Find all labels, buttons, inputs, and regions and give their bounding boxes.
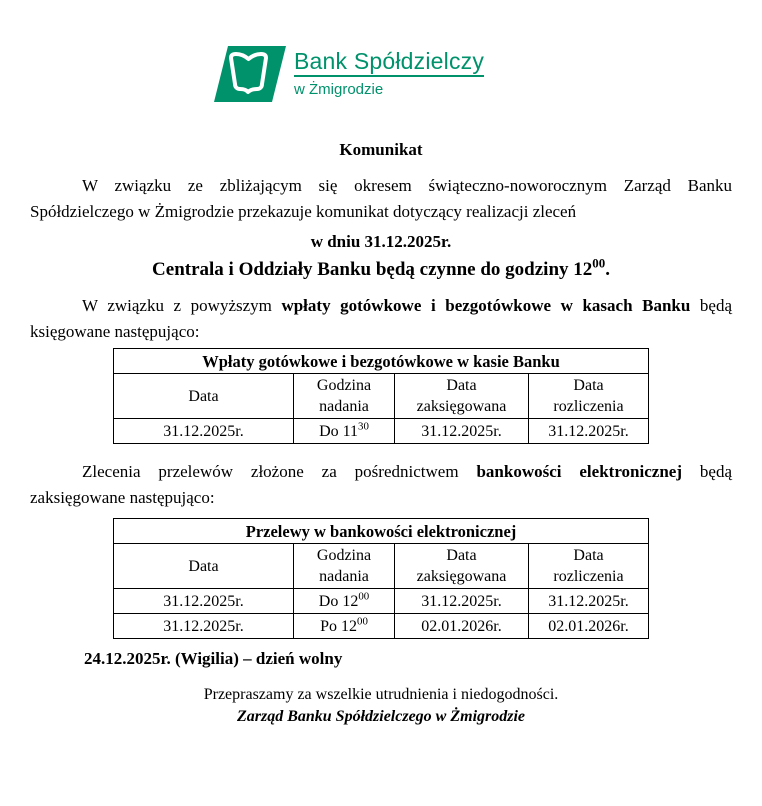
- cash-header-godzina-line2: nadania: [319, 398, 369, 415]
- cash-cell-godzina-text: Do 11: [319, 422, 359, 440]
- cash-header-zaksiegowana: [395, 374, 529, 419]
- cash-header-zaksiegowana-line1: Data: [446, 377, 477, 394]
- cash-header-godzina-line1: Godzina: [316, 377, 372, 394]
- opening-hours-superscript: 00: [592, 255, 606, 271]
- bank-branch: w Żmigrodzie: [294, 81, 384, 98]
- holiday-closing-note: 24.12.2025r. (Wigilia) – dzień wolny: [84, 649, 343, 668]
- bank-name: Bank Spółdzielczy: [294, 48, 484, 77]
- cash-header-data: Data: [114, 374, 294, 419]
- cash-cell-data: 31.12.2025r.: [114, 419, 294, 444]
- electronic-header-godzina-line1: Godzina: [316, 547, 372, 564]
- electronic-cell-zaksiegowana-r2: 02.01.2026r.: [395, 614, 529, 639]
- intro-paragraph: [30, 173, 732, 225]
- effective-date-line: w dniu 31.12.2025r.: [310, 232, 452, 251]
- cash-cell-zaksiegowana: 31.12.2025r.: [395, 419, 529, 444]
- electronic-cell-godzina-superscript-r1: 00: [358, 590, 370, 603]
- bank-logo-text: [294, 46, 484, 99]
- table-caption-row: [114, 519, 649, 544]
- electronic-header-zaksiegowana-line1: Data: [446, 547, 477, 564]
- opening-hours-line: [0, 255, 762, 282]
- electronic-header-zaksiegowana-line2: zaksięgowana: [416, 568, 507, 585]
- electronic-cell-rozliczenia-r2: 02.01.2026r.: [529, 614, 649, 639]
- opening-hours-suffix: .: [605, 259, 610, 280]
- electronic-header-zaksiegowana: [395, 544, 529, 589]
- table-row: [114, 419, 649, 444]
- electronic-intro-bold: bankowości elektronicznej: [476, 462, 682, 481]
- electronic-cell-godzina-text-r2: Po 12: [320, 617, 358, 635]
- cash-cell-godzina: [294, 419, 395, 444]
- bank-logo-header: [214, 46, 484, 102]
- intro-paragraph-text: W związku ze zbliżającym się okresem świąteczno-noworocznym Zarząd Banku Spółdzielczego w Żmigrodzie przekazuje komunikat dotyczący realizacji zleceń: [30, 176, 732, 221]
- table-header-row: [114, 374, 649, 419]
- electronic-cell-data-r1: 31.12.2025r.: [114, 589, 294, 614]
- electronic-header-rozliczenia: [529, 544, 649, 589]
- electronic-header-data: Data: [114, 544, 294, 589]
- cash-cell-godzina-superscript: 30: [358, 420, 369, 433]
- table-header-row: [114, 544, 649, 589]
- electronic-intro-paragraph: [30, 459, 732, 511]
- electronic-header-godzina: [294, 544, 395, 589]
- cash-cell-rozliczenia: 31.12.2025r.: [529, 419, 649, 444]
- electronic-intro-part-1: Zlecenia przelewów złożone za pośrednictwem: [82, 462, 477, 481]
- cash-payments-table: [113, 348, 649, 444]
- electronic-intro-part-2: będą zaksięgowane następująco:: [30, 462, 733, 507]
- electronic-table-caption: Przelewy w bankowości elektronicznej: [114, 519, 649, 544]
- cash-header-rozliczenia: [529, 374, 649, 419]
- page-title: Komunikat: [339, 140, 423, 159]
- apology-line: Przepraszamy za wszelkie utrudnienia i niedogodności.: [203, 686, 559, 703]
- open-book-logo-icon: [214, 46, 286, 102]
- table-caption-row: [114, 349, 649, 374]
- cash-intro-part-1: W związku z powyższym: [82, 296, 282, 315]
- electronic-header-rozliczenia-line2: rozliczenia: [553, 568, 624, 585]
- cash-intro-paragraph: [30, 293, 732, 345]
- electronic-cell-godzina-text-r1: Do 12: [318, 592, 359, 610]
- electronic-header-godzina-line2: nadania: [319, 568, 369, 585]
- electronic-cell-data-r2: 31.12.2025r.: [114, 614, 294, 639]
- opening-hours-prefix: Centrala i Oddziały Banku będą czynne do godziny 12: [152, 259, 593, 280]
- table-row: [114, 614, 649, 639]
- electronic-transfers-table: [113, 518, 649, 639]
- cash-header-rozliczenia-line2: rozliczenia: [553, 398, 624, 415]
- cash-header-rozliczenia-line1: Data: [573, 377, 604, 394]
- signature-line: Zarząd Banku Spółdzielczego w Żmigrodzie: [236, 708, 526, 725]
- cash-intro-bold: wpłaty gotówkowe i bezgotówkowe w kasach Banku: [281, 296, 691, 315]
- cash-intro-part-2: będą księgowane następująco:: [30, 296, 732, 341]
- electronic-cell-godzina-r1: [294, 589, 395, 614]
- electronic-cell-godzina-superscript-r2: 00: [357, 615, 368, 628]
- electronic-cell-godzina-r2: [294, 614, 395, 639]
- cash-header-zaksiegowana-line2: zaksięgowana: [416, 398, 507, 415]
- electronic-header-rozliczenia-line1: Data: [573, 547, 604, 564]
- table-row: [114, 589, 649, 614]
- cash-table-caption: Wpłaty gotówkowe i bezgotówkowe w kasie Banku: [114, 349, 649, 374]
- electronic-cell-rozliczenia-r1: 31.12.2025r.: [529, 589, 649, 614]
- electronic-cell-zaksiegowana-r1: 31.12.2025r.: [395, 589, 529, 614]
- cash-header-godzina: [294, 374, 395, 419]
